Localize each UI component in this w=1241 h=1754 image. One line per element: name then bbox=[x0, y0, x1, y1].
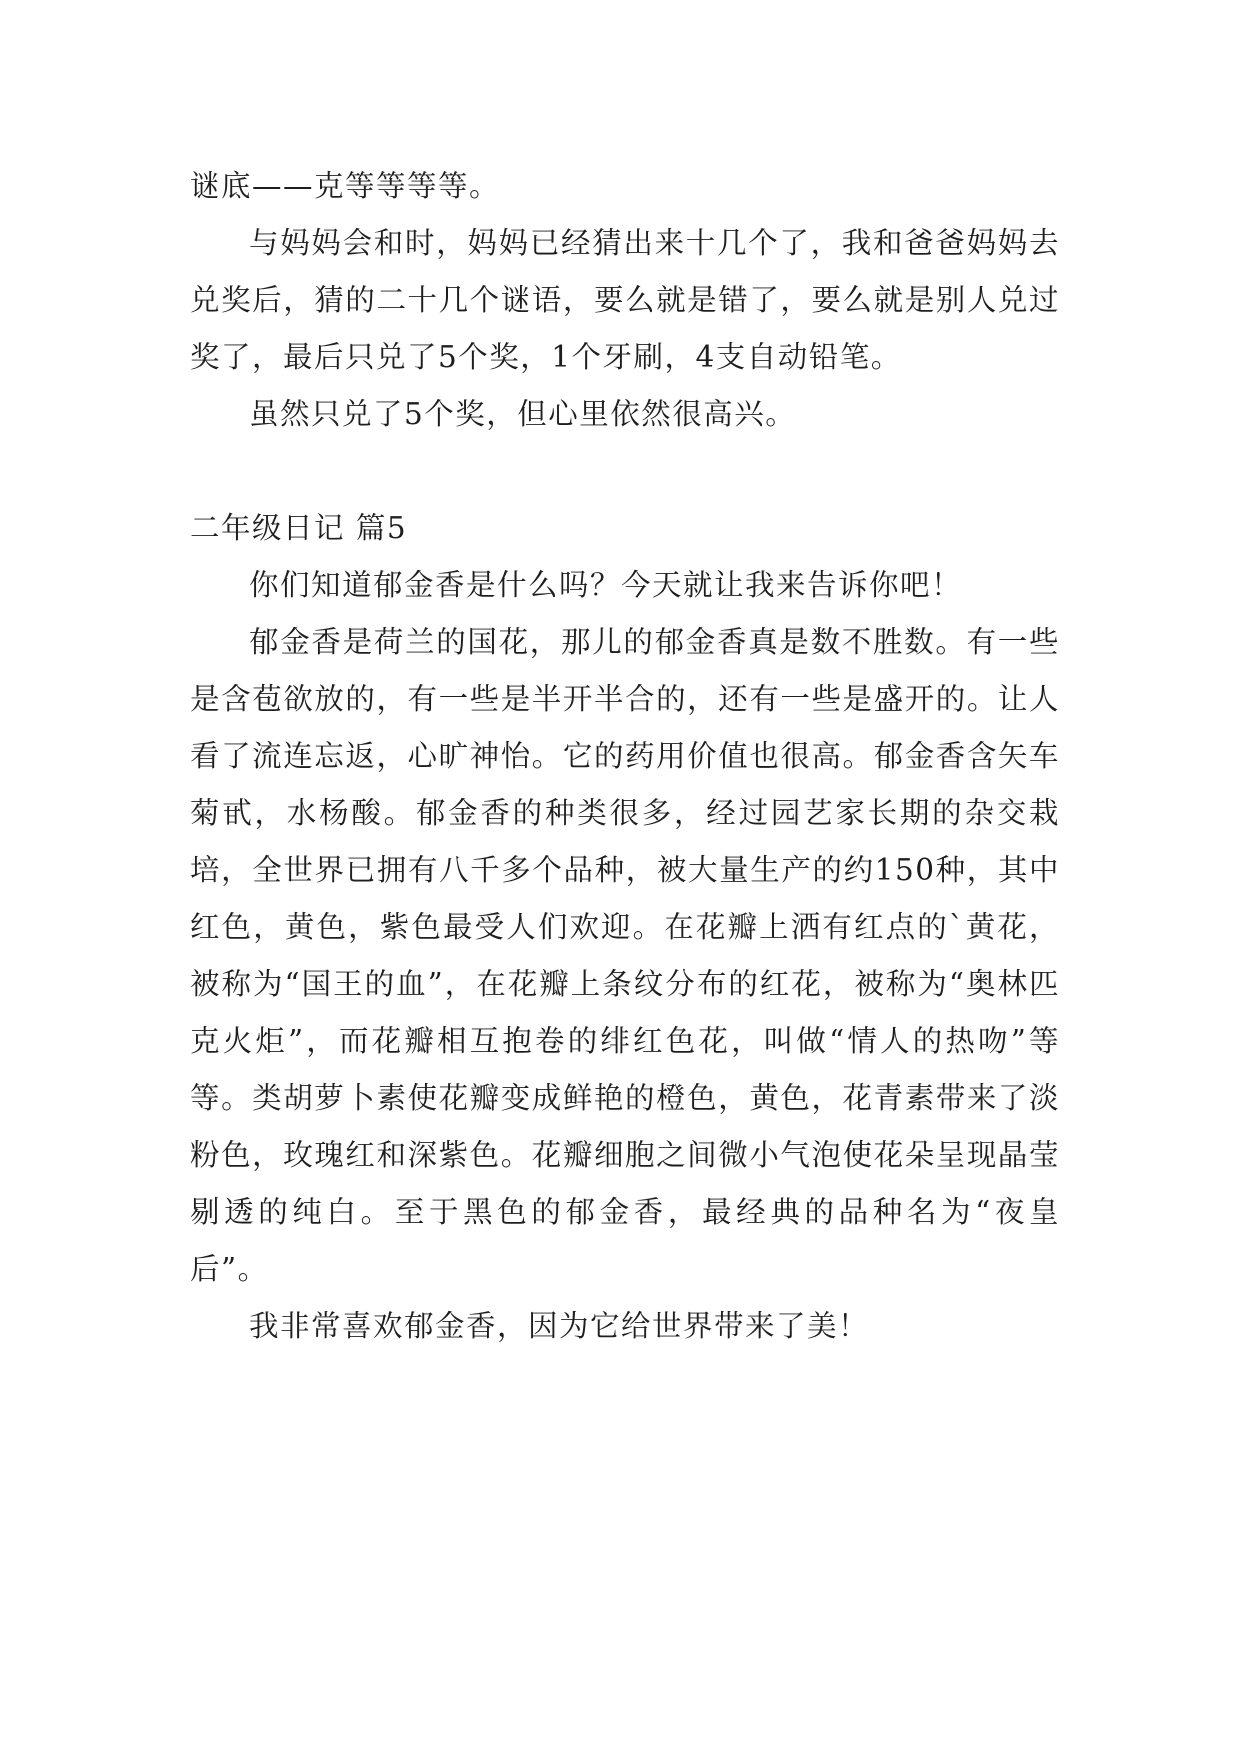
paragraph-tulip-love: 我非常喜欢郁金香，因为它给世界带来了美！ bbox=[249, 1309, 870, 1343]
paragraph-tulip-question: 你们知道郁金香是什么吗？今天就让我来告诉你吧！ bbox=[249, 568, 963, 602]
paragraph-happy: 虽然只兑了5个奖，但心里依然很高兴。 bbox=[249, 397, 797, 431]
paragraph-prize-redeem: 与妈妈会和时，妈妈已经猜出来十几个了，我和爸爸妈妈去兑奖后，猜的二十几个谜语，要么就是错了，要么就是别人兑过奖了，最后只兑了5个奖，1个牙刷，4支自动铅笔。 bbox=[190, 226, 1060, 374]
paragraph-tulip-description: 郁金香是荷兰的国花，那儿的郁金香真是数不胜数。有一些是含苞欲放的，有一些是半开半合的，还有一些是盛开的。让人看了流连忘返，心旷神怡。它的药用价值也很高。郁金香含矢车菊甙，水杨酸。郁金香的种类很多，经过园艺家长期的杂交栽培，全世界已拥有八千多个品种，被大量生产的约150种，其中红色，黄色，紫色最受人们欢迎。在花瓣上洒有红点的`黄花，被称为“国王的血”，在花瓣上条纹分布的红花，被称为“奥林匹克火炬”，而花瓣相互抱卷的绯红色花，叫做“情人的热吻”等等。类胡萝卜素使花瓣变成鲜艳的橙色，黄色，花青素带来了淡粉色，玫瑰红和深紫色。花瓣细胞之间微小气泡使花朵呈现晶莹剔透的纯白。至于黑色的郁金香，最经典的品种名为“夜皇后”。 bbox=[190, 625, 1060, 1286]
section-spacer bbox=[190, 443, 1060, 500]
section-heading: 二年级日记 篇5 bbox=[190, 511, 408, 545]
paragraph-riddle-answer: 谜底——克等等等等。 bbox=[190, 169, 501, 203]
document-body bbox=[190, 158, 1060, 1355]
